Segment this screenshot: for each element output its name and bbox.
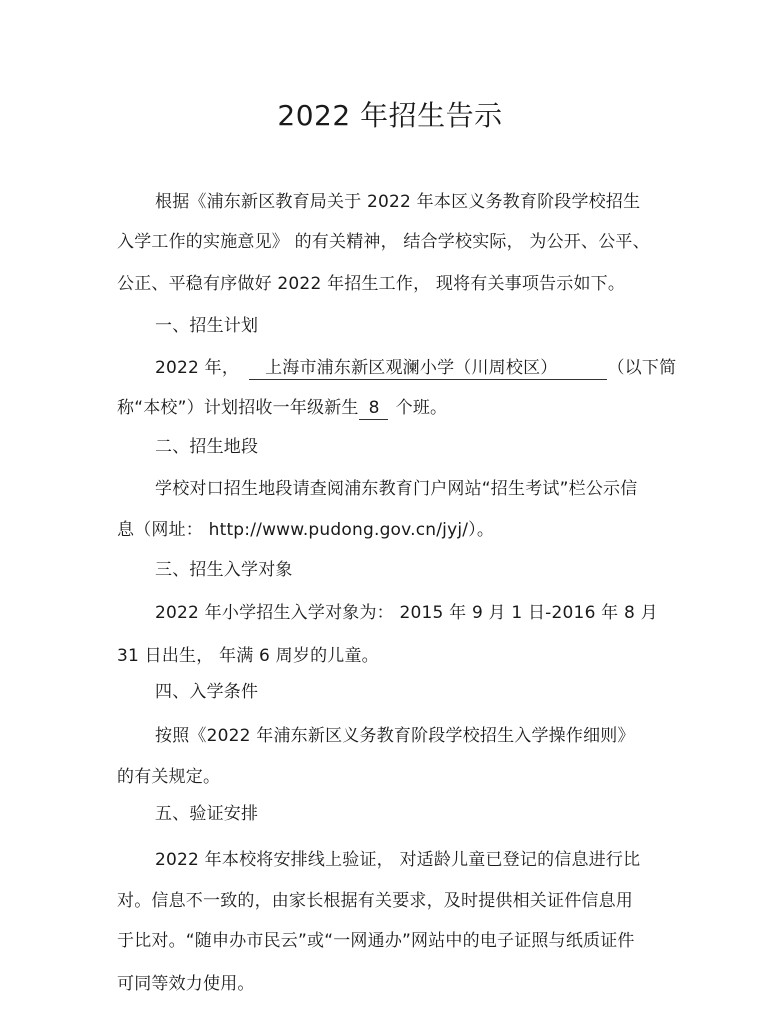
zone-line-1: 学校对口招生地段请查阅浦东教育门户网站“招生考试”栏公示信 [155,479,638,499]
plan-line-2 [117,396,447,420]
plan-line-2-prefix: 称“本校”）计划招收一年级新生 [117,398,359,418]
conditions-line-1: 按照《2022 年浦东新区义务教育阶段学校招生入学操作细则》 [155,726,635,746]
conditions-line-2: 的有关规定。 [117,767,221,787]
intro-line-3: 公正、平稳有序做好 2022 年招生工作， 现将有关事项告示如下。 [117,274,626,294]
verification-line-4: 可同等效力使用。 [117,974,255,994]
verification-line-3: 于比对。“随申办市民云”或“一网通办”网站中的电子证照与纸质证件 [117,931,635,951]
section-heading-zone: 二、招生地段 [155,437,259,457]
zone-line-2: 息（网址： http://www.pudong.gov.cn/jyj/）。 [117,520,495,540]
class-count-field: 8 [359,397,388,420]
plan-after-school: （以下简 [607,358,677,378]
intro-line-2: 入学工作的实施意见》 的有关精神， 结合学校实际， 为公开、公平、 [117,232,650,252]
section-heading-verification: 五、验证安排 [155,804,259,824]
document-title: 2022 年招生告示 [277,99,503,132]
section-heading-plan: 一、招生计划 [155,316,259,336]
section-heading-eligibility: 三、招生入学对象 [155,560,293,580]
plan-line-1 [155,356,676,380]
section-heading-conditions: 四、入学条件 [155,682,259,702]
eligibility-line-2: 31 日出生， 年满 6 周岁的儿童。 [117,646,379,666]
verification-line-2: 对。信息不一致的，由家长根据有关要求，及时提供相关证件信息用 [117,891,633,911]
plan-year-prefix: 2022 年， [155,358,240,378]
verification-line-1: 2022 年本校将安排线上验证， 对适龄儿童已登记的信息进行比 [155,850,641,870]
intro-line-1: 根据《浦东新区教育局关于 2022 年本区义务教育阶段学校招生 [155,192,641,212]
school-name-field: 上海市浦东新区观澜小学（川周校区） [249,357,607,380]
plan-line-2-suffix: 个班。 [395,398,448,418]
eligibility-line-1: 2022 年小学招生入学对象为： 2015 年 9 月 1 日-2016 年 8 月 [155,603,658,623]
